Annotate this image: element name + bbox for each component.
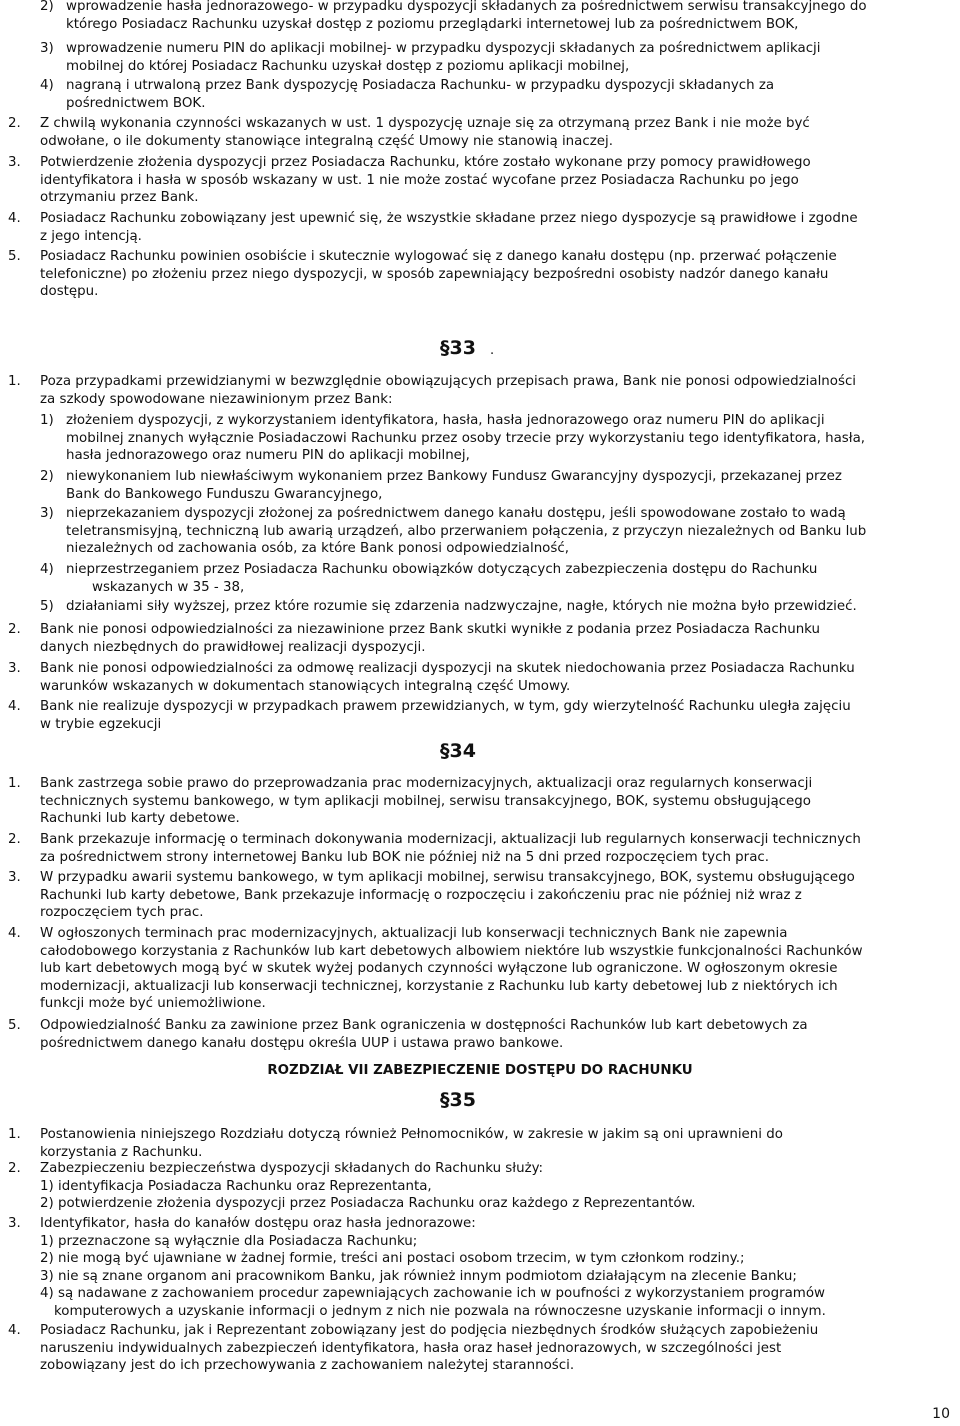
text-line: niezależnych od zachowania osób, za które Bank ponosi odpowiedzialność,: [66, 541, 569, 557]
list-item: 2) potwierdzenie złożenia dyspozycji przez Posiadacza Rachunku oraz każdego z Reprezentantów.: [40, 1196, 696, 1212]
item-label: 2): [40, 0, 54, 14]
text-line: Bank zastrzega sobie prawo do przeprowadzania prac modernizacyjnych, aktualizacji oraz regularnych konserwacji: [40, 776, 813, 791]
text-line: z jego intencją.: [40, 228, 142, 244]
text-line: Rachunki lub karty debetowe.: [40, 811, 240, 827]
text-line: pośrednictwem danego kanału dostępu określa UUP i ustawa prawo bankowe.: [40, 1035, 564, 1051]
text-line: zobowiązany jest do ich przechowywania z zachowaniem należytej staranności.: [40, 1358, 575, 1374]
text-line: nagraną i utrwaloną przez Bank dyspozycję Posiadacza Rachunku- w przypadku dyspozycji składanych za: [66, 78, 775, 93]
text-line: Bank nie ponosi odpowiedzialności za odmowę realizacji dyspozycji na skutek niedochowania przez Posiadacza Rachunku: [40, 661, 855, 676]
text-line: funkcji może być uniemożliwione.: [40, 996, 266, 1012]
para-number: 4.: [8, 699, 21, 714]
list-item: 1) identyfikacja Posiadacza Rachunku oraz Reprezentanta,: [40, 1178, 432, 1194]
para-number: 2.: [8, 1161, 21, 1176]
text-line: identyfikatora i hasła w sposób wskazany w ust. 1 nie może zostać wycofane przez Posiadacza Rachunku po jego: [40, 172, 799, 188]
text-line: Posiadacz Rachunku, jak i Reprezentant zobowiązany jest do podjęcia niezbędnych środków służących zapobieżeniu: [40, 1323, 819, 1338]
text-line: działaniami siły wyższej, przez które rozumie się zdarzenia nadzwyczajne, nagłe, których nie można było przewidzieć.: [66, 599, 857, 614]
text-line: danych niezbędnych do prawidłowej realizacji dyspozycji.: [40, 639, 426, 655]
para-number: 3.: [8, 661, 21, 676]
para-number: 1.: [8, 1127, 21, 1142]
text-line: którego Posiadacz Rachunku uzyskał dostęp z poziomu przeglądarki internetowej lub za pośrednictwem BOK,: [66, 16, 799, 32]
chapter-title: ROZDZIAŁ VII ZABEZPIECZENIE DOSTĘPU DO RACHUNKU: [267, 1063, 693, 1078]
text-line: Bank przekazuje informację o terminach dokonywania modernizacji, aktualizacji lub regularnych konserwacji technicznych: [40, 832, 861, 847]
para-number: 3.: [8, 1216, 21, 1231]
para-number: 4.: [8, 1323, 21, 1338]
text-line: Bank nie realizuje dyspozycji w przypadkach prawem przewidzianych, w tym, gdy wierzytelność Rachunku uległa zajęciu: [40, 699, 851, 714]
text-line: hasła jednorazowego oraz numeru PIN do aplikacji mobilnej,: [66, 448, 470, 464]
para-number: 3.: [8, 155, 21, 170]
para-number: 4.: [8, 211, 21, 226]
text-line: Posiadacz Rachunku zobowiązany jest upewnić się, że wszystkie składane przez niego dyspozycje są prawidłowe i zgodne: [40, 211, 858, 226]
text-line: Rachunki lub karty debetowe, Bank przekazuje informację o rozpoczęciu i zakończeniu prac nie później niż wraz z: [40, 887, 802, 903]
item-label: 3): [40, 506, 54, 521]
list-item: 1) przeznaczone są wyłącznie dla Posiadacza Rachunku;: [40, 1233, 418, 1249]
text-line: W ogłoszonych terminach prac modernizacyjnych, aktualizacji lub konserwacji technicznych Bank nie zapewnia: [40, 926, 788, 941]
text-line: Poza przypadkami przewidzianymi w bezwzględnie obowiązujących przepisach prawa, Bank nie ponosi odpowiedzialności: [40, 374, 857, 389]
text-line: za szkody spowodowane niezawinionym przez Bank:: [40, 391, 393, 407]
para-number: 1.: [8, 776, 21, 791]
text-line: Identyfikator, hasła do kanałów dostępu oraz hasła jednorazowe:: [40, 1216, 476, 1231]
text-line: Z chwilą wykonania czynności wskazanych w ust. 1 dyspozycję uznaje się za otrzymaną przez Bank i nie może być: [40, 116, 810, 131]
text-line: technicznych systemu bankowego, w tym aplikacji mobilnej, serwisu transakcyjnego, BOK, systemu obsługującego: [40, 793, 811, 809]
item-label: 4): [40, 78, 54, 93]
text-line: naruszeniu indywidualnych zabezpieczeń identyfikatora, hasła oraz haseł jednorazowych, w szczególności jest: [40, 1340, 782, 1356]
text-line: odwołane, o ile dokumenty stanowiące integralną część Umowy nie stanowią inaczej.: [40, 133, 613, 149]
para-number: 5.: [8, 249, 21, 264]
text-line: rozpoczęciem tych prac.: [40, 905, 204, 921]
text-line: złożeniem dyspozycji, z wykorzystaniem identyfikatora, hasła, hasła jednorazowego oraz numeru PIN do aplikacji: [66, 413, 825, 428]
text-line: warunków wskazanych w dokumentach stanowiących integralną część Umowy.: [40, 678, 571, 694]
text-line: dostępu.: [40, 284, 99, 300]
text-line: lub kart debetowych mogą być w skutek wyżej podanych czynności wyłączone lub ograniczone. W ogłoszonym okresie: [40, 961, 838, 977]
text-line: pośrednictwem BOK.: [66, 95, 206, 111]
section-heading-34: §34: [440, 740, 476, 762]
section-heading-35: §35: [440, 1089, 476, 1111]
text-line: telefoniczne) po złożeniu przez niego dyspozycji, w sposób zapewniający bezpośredni osobisty nadzór danego kanału: [40, 266, 829, 282]
item-label: 4): [40, 562, 54, 577]
list-item: 2) nie mogą być ujawniane w żadnej formie, treści ani postaci osobom trzecim, w tym członkom rodziny.;: [40, 1251, 745, 1267]
text-line: W przypadku awarii systemu bankowego, w tym aplikacji mobilnej, serwisu transakcyjnego, BOK, systemu obsługującego: [40, 870, 855, 885]
text-line: Posiadacz Rachunku powinien osobiście i skutecznie wylogować się z danego kanału dostępu (np. przerwać połączenie: [40, 249, 837, 264]
text-line: nieprzestrzeganiem przez Posiadacza Rachunku obowiązków dotyczących zabezpieczenia dostępu do Rachunku: [66, 562, 818, 577]
list-item: 3) nie są znane organom ani pracownikom Banku, jak również innym podmiotom działającym na zlecenie Banku;: [40, 1268, 797, 1284]
para-number: 4.: [8, 926, 21, 941]
page-number: 10: [932, 1406, 950, 1422]
item-label: 3): [40, 41, 54, 56]
text-line: korzystania z Rachunku.: [40, 1144, 203, 1160]
list-item: 4) są nadawane z zachowaniem procedur zapewniających zachowanie ich w poufności z wykorzystaniem programów: [40, 1286, 825, 1302]
text-line: Bank do Bankowego Funduszu Gwarancyjnego,: [66, 486, 383, 502]
text-line: Postanowienia niniejszego Rozdziału dotyczą również Pełnomocników, w zakresie w jakim są oni uprawnieni do: [40, 1127, 783, 1142]
text-line: nieprzekazaniem dyspozycji złożonej za pośrednictwem danego kanału dostępu, jeśli spowodowane zostało to wadą: [66, 506, 846, 521]
list-item-continuation: komputerowych a uzyskanie informacji o jednym z nich nie pozwala na równoczesne uzyskanie informacji o innym.: [54, 1303, 826, 1319]
para-number: 2.: [8, 622, 21, 637]
text-line: wskazanych w 35 - 38,: [92, 579, 245, 595]
text-line: Bank nie ponosi odpowiedzialności za niezawinione przez Bank skutki wynikłe z podania przez Posiadacza Rachunku: [40, 622, 821, 637]
text-line: mobilnej do której Posiadacz Rachunku uzyskał dostęp z poziomu aplikacji mobilnej,: [66, 58, 630, 74]
text-line: Potwierdzenie złożenia dyspozycji przez Posiadacza Rachunku, które zostało wykonane przy pomocy prawidłowego: [40, 155, 811, 170]
text-line: niewykonaniem lub niewłaściwym wykonaniem przez Bankowy Fundusz Gwarancyjny dyspozycji, przekazanej przez: [66, 469, 842, 484]
text-line: wprowadzenie numeru PIN do aplikacji mobilnej- w przypadku dyspozycji składanych za pośrednictwem aplikacji: [66, 41, 821, 56]
text-line: otrzymaniu przez Bank.: [40, 190, 199, 206]
text-line: teletransmisyjną, techniczną lub awarią urządzeń, albo przerwaniem połączenia, z przyczyn niezależnych od Banku lub: [66, 523, 867, 539]
section-heading-33: §33 .: [440, 337, 495, 359]
text-line: za pośrednictwem strony internetowej Banku lub BOK nie później niż na 5 dni przed rozpoczęciem tych prac.: [40, 849, 770, 865]
text-line: mobilnej znanych wyłącznie Posiadaczowi Rachunku przez osoby trzecie przy wykorzystaniu tego identyfikatora, hasła,: [66, 430, 866, 446]
text-line: całodobowego korzystania z Rachunków lub kart debetowych albowiem niektóre lub wszystkie funkcjonalności Rachunków: [40, 943, 863, 959]
text-line: w trybie egzekucji: [40, 716, 162, 732]
item-label: 1): [40, 413, 54, 428]
para-number: 3.: [8, 870, 21, 885]
item-label: 5): [40, 599, 54, 614]
text-line: Zabezpieczeniu bezpieczeństwa dyspozycji składanych do Rachunku służy:: [40, 1161, 544, 1176]
text-line: Odpowiedzialność Banku za zawinione przez Bank ograniczenia w dostępności Rachunków lub kart debetowych za: [40, 1018, 808, 1033]
para-number: 5.: [8, 1018, 21, 1033]
para-number: 2.: [8, 116, 21, 131]
text-line: modernizacji, aktualizacji lub konserwacji technicznej, korzystanie z Rachunku lub karty debetowej lub z niektórych ich: [40, 978, 838, 994]
para-number: 1.: [8, 374, 21, 389]
para-number: 2.: [8, 832, 21, 847]
text-line: wprowadzenie hasła jednorazowego- w przypadku dyspozycji składanych za pośrednictwem serwisu transakcyjnego do: [66, 0, 867, 14]
item-label: 2): [40, 469, 54, 484]
